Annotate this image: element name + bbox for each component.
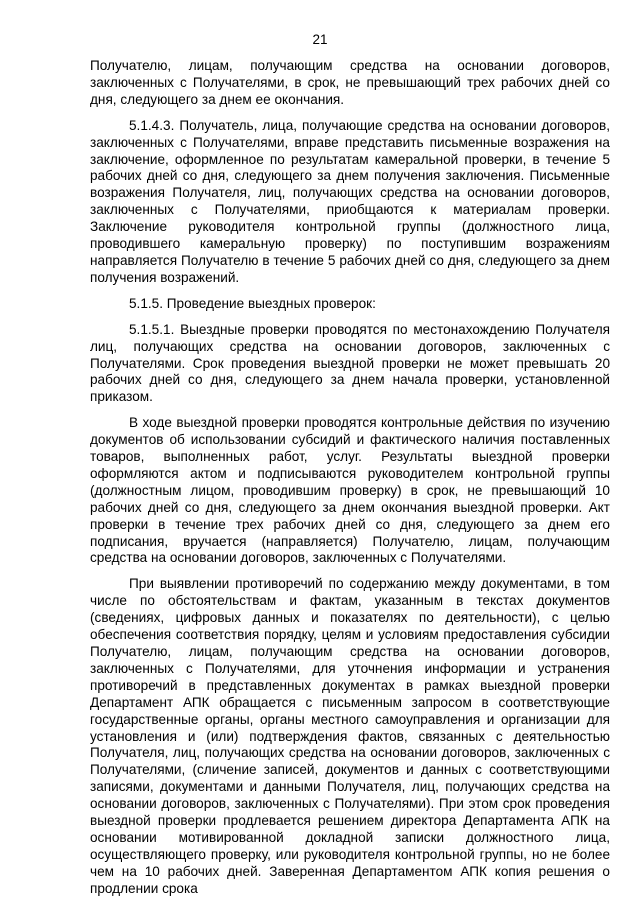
paragraph-contradictions: При выявлении противоречий по содержанию между документами, в том числе по обстоятельствам и фактам, указанным в текстах документов (сведениях, цифровых данных и показателях по деятельности), с целью обеспечения соответствия порядку, целям и условиям предоставления субсидии Получателю, лицам, получающим средства на основании договоров, заключенных с Получателями, для уточнения информации и устранения противоречий в представленных документах в рамках выездной проверки Департамент АПК обращается с письменным запросом в соответствующие государственные органы, органы местного самоуправления и организации для установления и (или) подтверждения фактов, связанных с деятельностью Получателя, лиц, получающих средства на основании договоров, заключенных с Получателями, (сличение записей, документов и данных с соответствующими записями, документами и данными Получателя, лиц, получающих средства на основании договоров, заключенных с Получателями). При этом срок проведения выездной проверки продлевается решением директора Департамента АПК на основании мотивированной докладной записки должностного лица, осуществляющего проверку, или руководителя контрольной группы, но не более чем на 10 рабочих дней. Заверенная Департаментом АПК копия решения о продлении срока [90,576,610,896]
page-number: 21 [312,32,328,47]
paragraph-continuation: Получателю, лицам, получающим средства на основании договоров, заключенных с Получателями, в срок, не превышающий трех рабочих дней со дня, следующего за днем ее окончания. [90,58,610,107]
paragraph-onsite-inspection: В ходе выездной проверки проводятся контрольные действия по изучению документов об использовании субсидий и фактического наличия поставленных товаров, выполненных работ, услуг. Результаты выездной проверки оформляются актом и подписываются руководителем контрольной группы (должностным лицом, проводившим проверку) в срок, не превышающий 10 рабочих дней со дня, следующего за днем окончания выездной проверки. Акт проверки в течение трех рабочих дней со дня, следующего за днем его подписания, вручается (направляется) Получателю, лицам, получающим средства на основании договоров, заключенных с Получателями. [90,415,610,566]
document-body [90,58,610,898]
paragraph-5-1-5-heading: 5.1.5. Проведение выездных проверок: [129,295,376,311]
paragraph-5-1-4-3: 5.1.4.3. Получатель, лица, получающие средства на основании договоров, заключенных с Получателями, вправе представить письменные возражения на заключение, оформленное по результатам камеральной проверки, в течение 5 рабочих дней со дня, следующего за днем получения заключения. Письменные возражения Получателя, лиц, получающих средства на основании договоров, заключенных с Получателями, приобщаются к материалам проверки. Заключение руководителя контрольной группы (должностного лица, проводившего камеральную проверку) по поступившим возражениям направляется Получателю в течение 5 рабочих дней со дня, следующего за днем получения возражений. [90,117,610,285]
paragraph-5-1-5-1: 5.1.5.1. Выездные проверки проводятся по местонахождению Получателя лиц, получающих средства на основании договоров, заключенных с Получателями. Срок проведения выездной проверки не может превышать 20 рабочих дней со дня, следующего за днем начала проверки, установленной приказом. [90,321,610,405]
